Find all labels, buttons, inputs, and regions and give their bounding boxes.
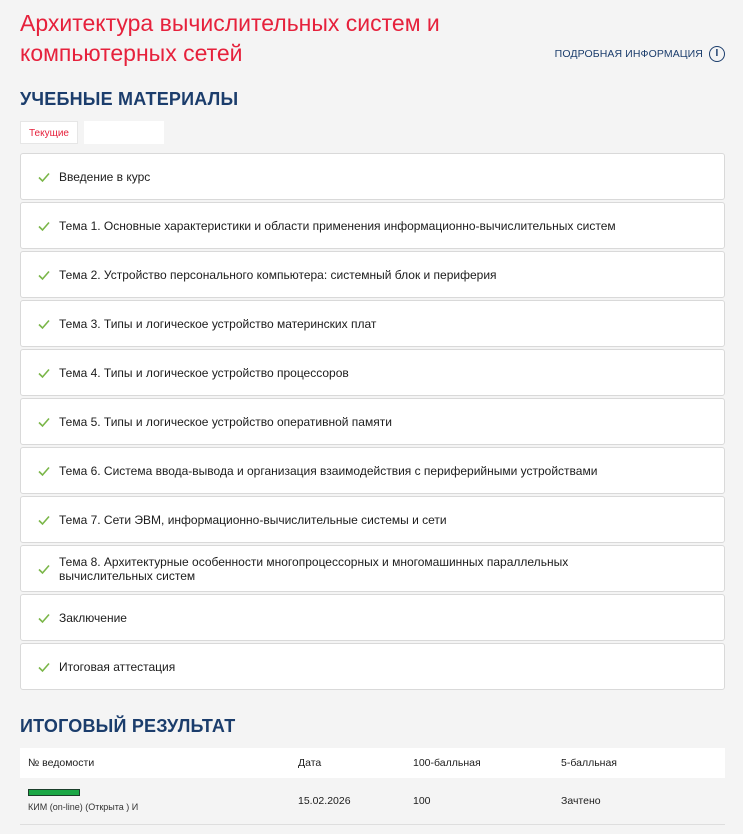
materials-heading: УЧЕБНЫЕ МАТЕРИАЛЫ xyxy=(20,89,239,109)
module-item[interactable] xyxy=(20,349,725,396)
module-item[interactable] xyxy=(20,594,725,641)
module-item[interactable] xyxy=(20,153,725,200)
module-label: Тема 5. Типы и логическое устройство оперативной памяти xyxy=(59,414,392,429)
module-item[interactable] xyxy=(20,545,725,592)
score-5-cell: Зачтено xyxy=(561,794,601,807)
more-info-label: ПОДРОБНАЯ ИНФОРМАЦИЯ xyxy=(554,48,703,60)
date-cell: 15.02.2026 xyxy=(298,794,351,807)
module-label: Тема 4. Типы и логическое устройство процессоров xyxy=(59,365,349,380)
table-header-row xyxy=(20,748,725,778)
check-icon xyxy=(37,513,51,527)
col-score-5: 5-балльная xyxy=(561,757,617,769)
check-icon xyxy=(37,366,51,380)
module-item[interactable] xyxy=(20,398,725,445)
check-icon xyxy=(37,219,51,233)
check-icon xyxy=(37,464,51,478)
module-label: Тема 8. Архитектурные особенности многопроцессорных и многомашинных параллельных вычислительных систем xyxy=(59,554,569,583)
more-info-link[interactable] xyxy=(555,46,725,62)
module-item[interactable] xyxy=(20,300,725,347)
check-icon xyxy=(37,562,51,576)
module-item[interactable] xyxy=(20,447,725,494)
score-100-cell: 100 xyxy=(413,794,431,807)
tab-hidden[interactable] xyxy=(84,121,164,144)
sheet-label: КИМ (on-line) (Открыта ) И xyxy=(28,802,139,813)
module-label: Тема 3. Типы и логическое устройство материнских плат xyxy=(59,316,377,331)
module-label: Тема 7. Сети ЭВМ, информационно-вычислительные системы и сети xyxy=(59,512,447,527)
module-item[interactable] xyxy=(20,202,725,249)
module-item[interactable] xyxy=(20,496,725,543)
check-icon xyxy=(37,611,51,625)
module-label: Тема 6. Система ввода-вывода и организация взаимодействия с периферийными устройствами xyxy=(59,463,598,478)
module-list xyxy=(20,153,725,692)
check-icon xyxy=(37,170,51,184)
sheet-status-bar xyxy=(28,789,80,796)
module-label: Введение в курс xyxy=(59,169,151,184)
check-icon xyxy=(37,660,51,674)
module-label: Тема 2. Устройство персонального компьютера: системный блок и периферия xyxy=(59,267,497,282)
check-icon xyxy=(37,317,51,331)
col-score-100: 100-балльная xyxy=(413,757,481,769)
tab-current[interactable]: Текущие xyxy=(20,121,78,144)
sheet-cell xyxy=(20,778,298,824)
col-date: Дата xyxy=(298,757,322,769)
module-item[interactable] xyxy=(20,251,725,298)
results-table xyxy=(20,748,725,825)
module-label: Заключение xyxy=(59,610,127,625)
module-label: Тема 1. Основные характеристики и области применения информационно-вычислительных систем xyxy=(59,218,616,233)
check-icon xyxy=(37,268,51,282)
module-item[interactable] xyxy=(20,643,725,690)
info-icon: I xyxy=(709,46,725,62)
check-icon xyxy=(37,415,51,429)
module-label: Итоговая аттестация xyxy=(59,659,176,674)
result-heading: ИТОГОВЫЙ РЕЗУЛЬТАТ xyxy=(20,716,236,736)
materials-tabs xyxy=(20,121,164,144)
table-row xyxy=(20,778,725,824)
col-sheet-number: № ведомости xyxy=(28,757,95,769)
course-title: Архитектура вычислительных систем и компьютерных сетей xyxy=(20,10,440,66)
